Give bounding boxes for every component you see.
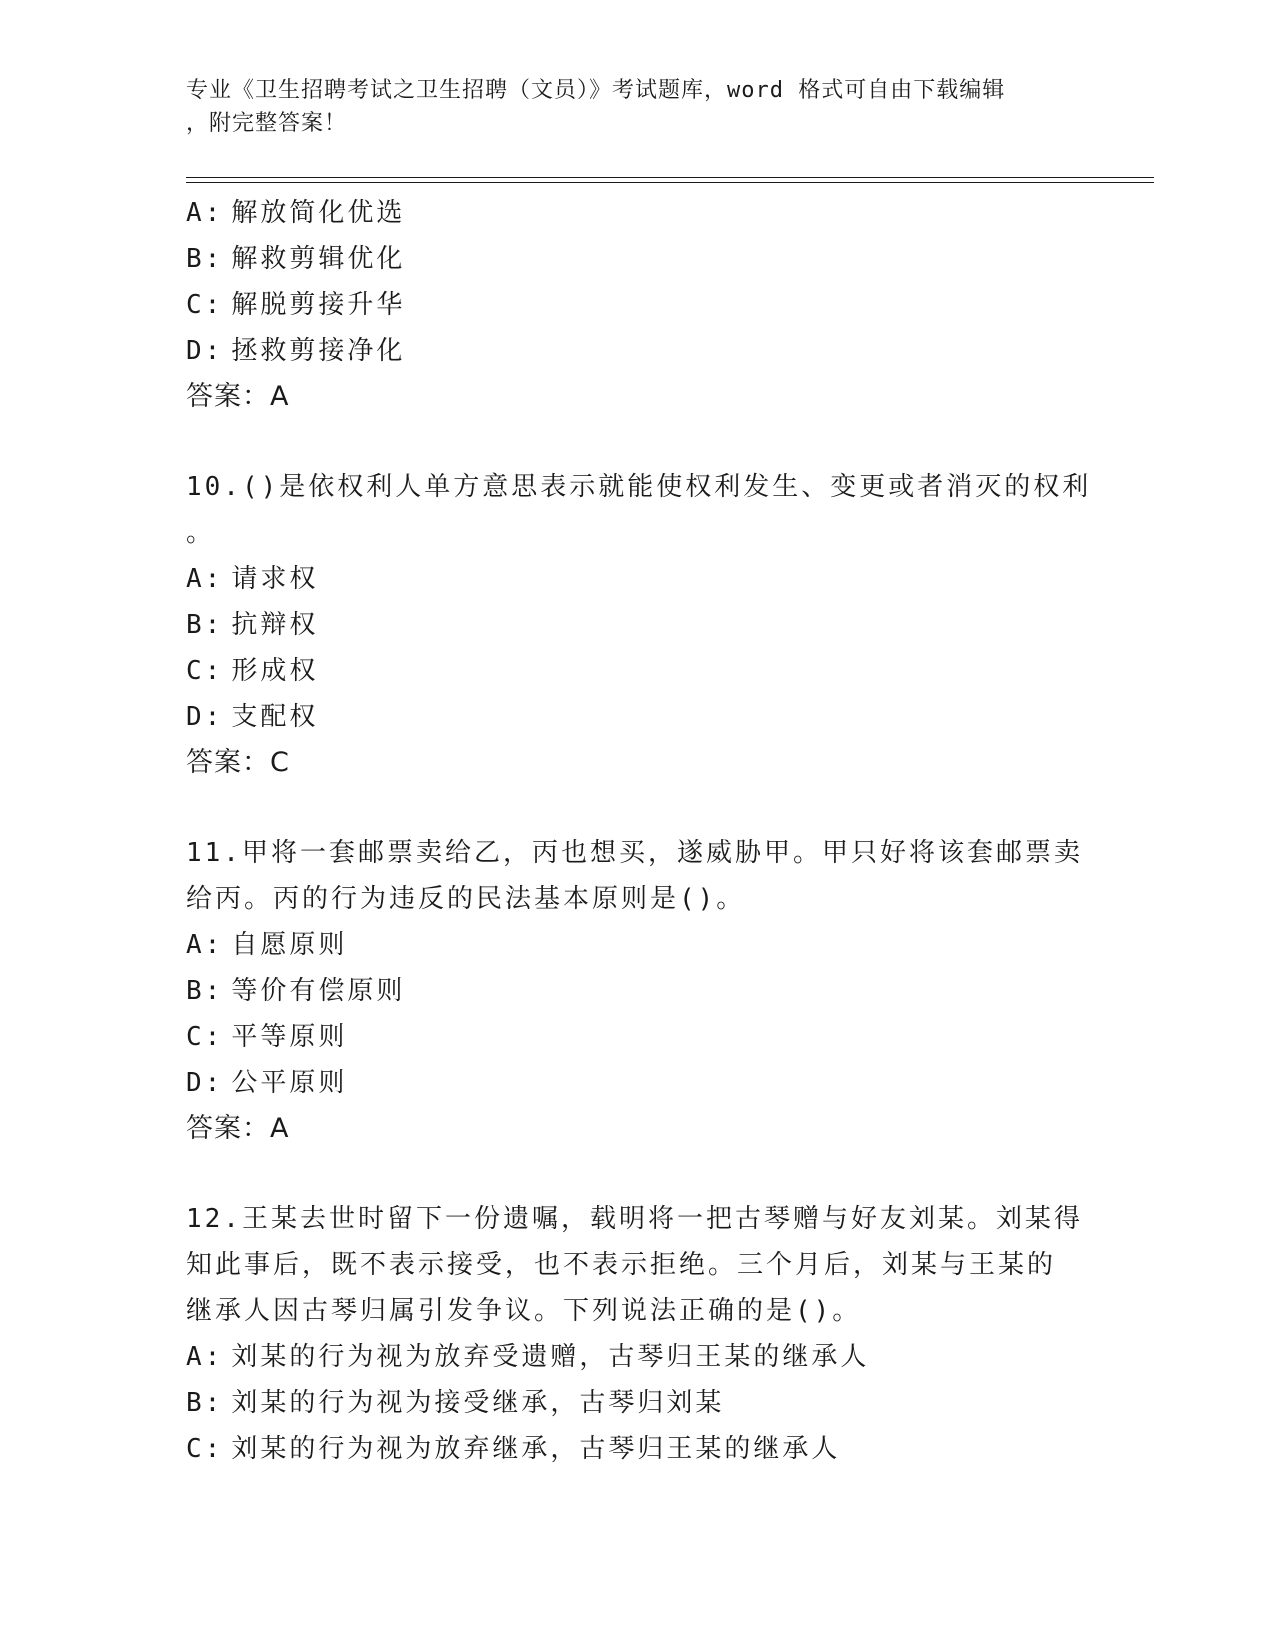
option-c: C: 刘某的行为视为放弃继承，古琴归王某的继承人 [186,1434,841,1464]
question-stem-line: 11.甲将一套邮票卖给乙，丙也想买，遂威胁甲。甲只好将该套邮票卖 [186,838,1083,868]
question-stem-line: 12.王某去世时留下一份遗嘱，载明将一把古琴赠与好友刘某。刘某得 [186,1204,1083,1234]
header-divider-bottom [186,182,1154,183]
option-d: D: 支配权 [186,702,319,732]
question-stem [186,1196,1086,1334]
question-stem [186,830,1086,922]
option-a: A: 解放简化优选 [186,198,406,228]
option-b: B: 解救剪辑优化 [186,244,406,274]
option-d: D: 公平原则 [186,1068,348,1098]
option-c: C: 解脱剪接升华 [186,290,406,320]
option-c: C: 平等原则 [186,1022,348,1052]
answer: 答案：A [186,1113,290,1144]
option-b: B: 抗辩权 [186,610,319,640]
option-b: B: 等价有偿原则 [186,976,406,1006]
option-a: A: 刘某的行为视为放弃受遗赠，古琴归王某的继承人 [186,1342,870,1372]
option-b: B: 刘某的行为视为接受继承，古琴归刘某 [186,1388,725,1418]
question-stem-line: 给丙。丙的行为违反的民法基本原则是()。 [186,884,746,914]
question-9 [186,190,1086,420]
answer: 答案：A [186,381,290,412]
option-a: A: 请求权 [186,564,319,594]
question-stem-line: 。 [186,518,216,548]
header-line-2: ，附完整答案！ [186,111,348,136]
document-header [186,74,1066,140]
answer: 答案：C [186,747,290,778]
option-d: D: 拯救剪接净化 [186,336,406,366]
question-stem-line: 知此事后，既不表示接受，也不表示拒绝。三个月后，刘某与王某的 [186,1250,1057,1280]
question-stem-line: 10.()是依权利人单方意思表示就能使权利发生、变更或者消灭的权利 [186,472,1092,502]
question-10 [186,464,1092,786]
question-stem [186,464,1092,556]
header-line-1: 专业《卫生招聘考试之卫生招聘（文员）》考试题库，word 格式可自由下载编辑 [186,78,1006,103]
option-c: C: 形成权 [186,656,319,686]
header-divider-top [186,177,1154,178]
question-stem-line: 继承人因古琴归属引发争议。下列说法正确的是()。 [186,1296,862,1326]
question-content [186,190,1092,1472]
option-a: A: 自愿原则 [186,930,348,960]
question-11 [186,830,1086,1152]
question-12 [186,1196,1086,1472]
